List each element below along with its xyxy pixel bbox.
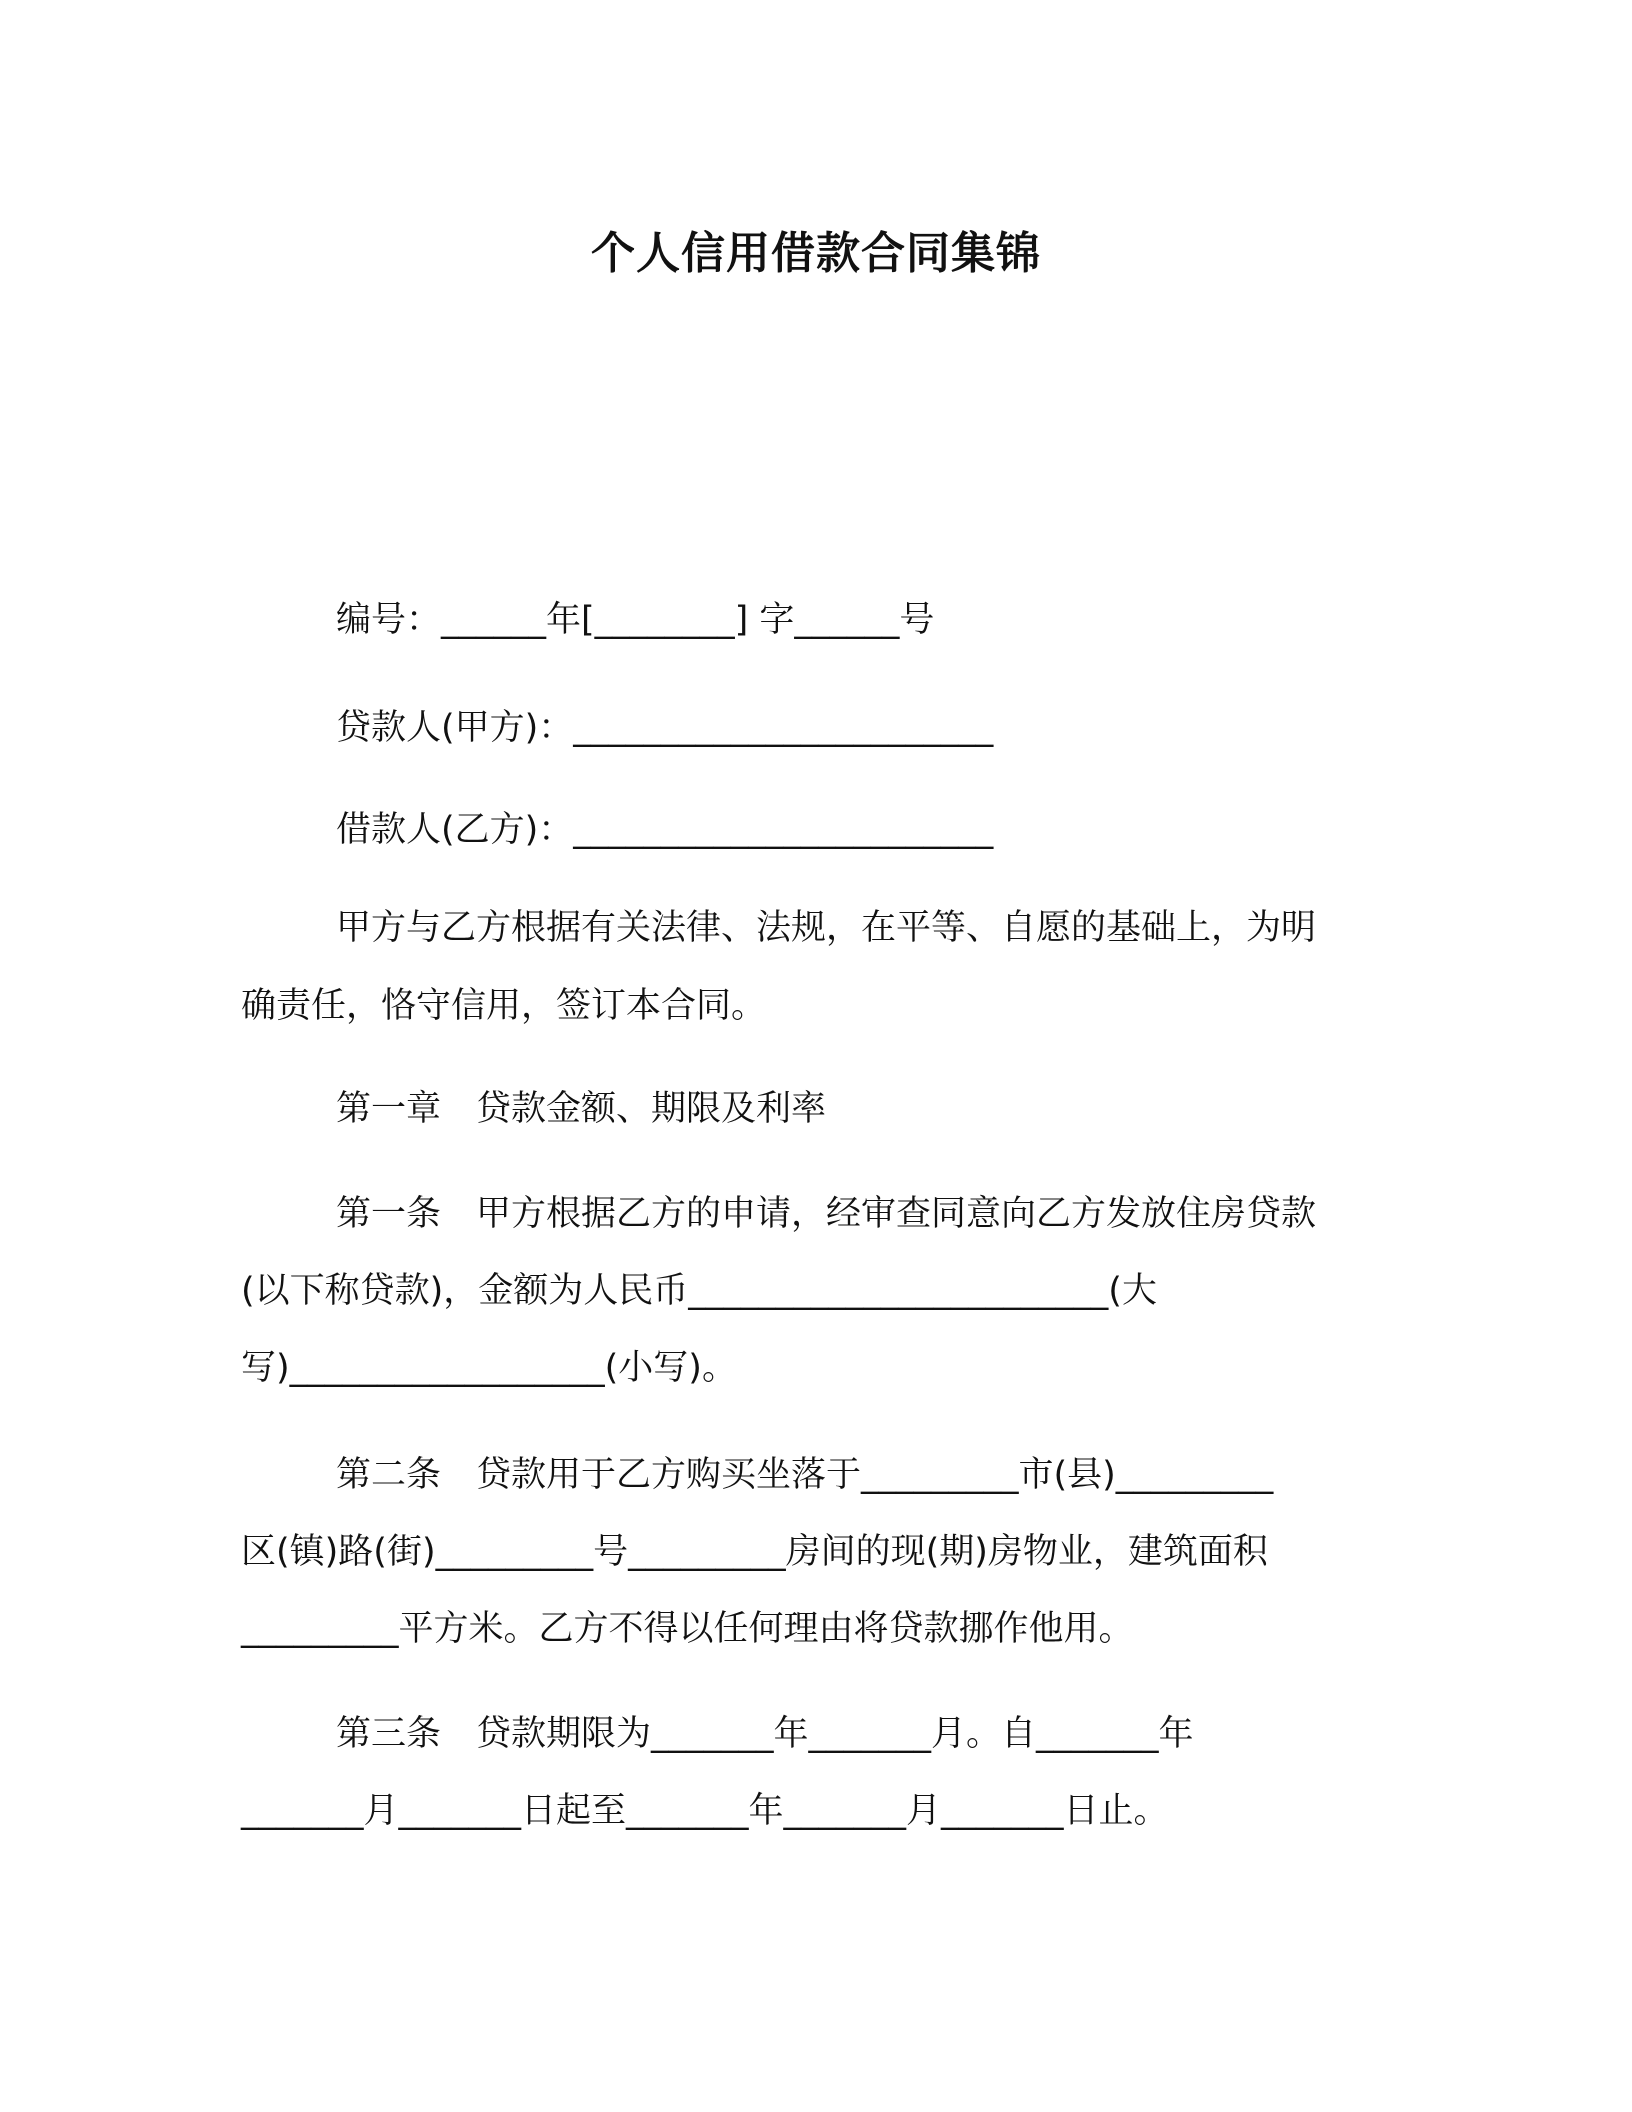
lender-line: 贷款人(甲方)：________________________ xyxy=(336,708,994,748)
preamble-line-1: 甲方与乙方根据有关法律、法规，在平等、自愿的基础上，为明 xyxy=(336,908,1317,948)
document-title: 个人信用借款合同集锦 xyxy=(591,228,1041,279)
contract-number-line: 编号：______年[________] 字______号 xyxy=(336,600,935,640)
preamble-line-2: 确责任，恪守信用，签订本合同。 xyxy=(241,986,767,1026)
chapter-one-heading: 第一章 贷款金额、期限及利率 xyxy=(336,1089,827,1129)
article-two-line-3: _________平方米。乙方不得以任何理由将贷款挪作他用。 xyxy=(241,1609,1134,1649)
article-three-line-2: _______月_______日起至_______年_______月_______日止。 xyxy=(241,1791,1169,1831)
article-one-line-3: 写)__________________(小写)。 xyxy=(241,1348,737,1388)
article-three-line-1: 第三条 贷款期限为_______年_______月。自_______年 xyxy=(336,1714,1194,1754)
borrower-line: 借款人(乙方)：________________________ xyxy=(336,810,994,850)
article-one-line-1: 第一条 甲方根据乙方的申请，经审查同意向乙方发放住房贷款 xyxy=(336,1194,1317,1234)
article-one-line-2: (以下称贷款)，金额为人民币________________________(大 xyxy=(241,1271,1157,1311)
article-two-line-2: 区(镇)路(街)_________号_________房间的现(期)房物业，建筑面积 xyxy=(241,1532,1268,1572)
article-two-line-1: 第二条 贷款用于乙方购买坐落于_________市(县)_________ xyxy=(336,1455,1274,1495)
